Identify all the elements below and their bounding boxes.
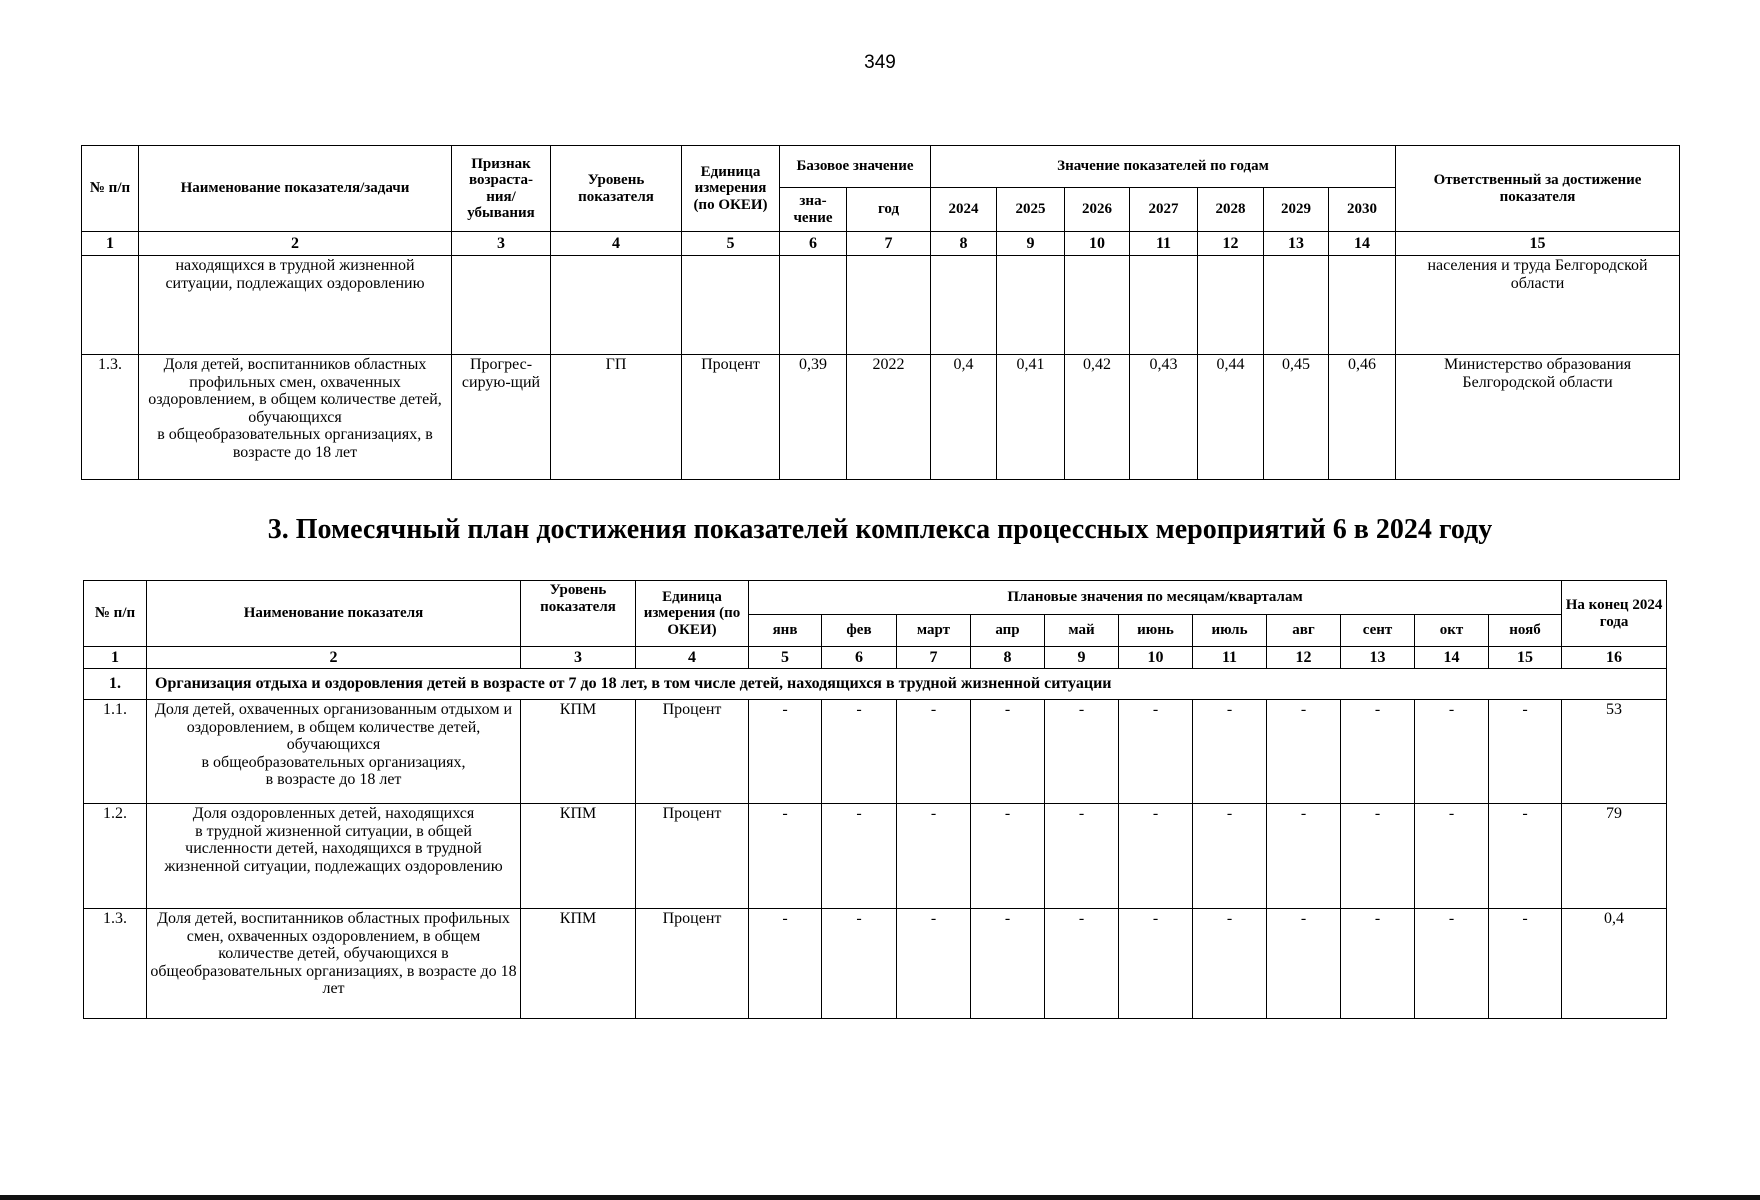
header-years-group: Значение показателей по годам: [931, 146, 1396, 188]
col-number: 8: [971, 647, 1045, 669]
table-row: [82, 355, 1680, 480]
row-year-value: 0,4: [931, 355, 997, 480]
header-no: № п/п: [84, 581, 147, 647]
row-year-value: [1130, 256, 1198, 355]
row-year-value: 0,45: [1264, 355, 1329, 480]
row-level: КПМ: [521, 909, 636, 1019]
header-year: 2027: [1130, 188, 1198, 232]
row-unit: Процент: [636, 804, 749, 909]
row-base-year: 2022: [847, 355, 931, 480]
header-month: июль: [1193, 615, 1267, 647]
row-month-value: -: [1341, 804, 1415, 909]
row-year-value: 0,42: [1065, 355, 1130, 480]
header-end-of-year: На конец 2024 года: [1562, 581, 1667, 647]
col-number: 14: [1329, 232, 1396, 256]
header-name: Наименование показателя: [147, 581, 521, 647]
col-number: 12: [1267, 647, 1341, 669]
header-month: май: [1045, 615, 1119, 647]
row-unit: [682, 256, 780, 355]
header-month: сент: [1341, 615, 1415, 647]
page-number: 349: [864, 52, 896, 73]
col-number: 5: [749, 647, 822, 669]
row-no: 1.3.: [82, 355, 139, 480]
header-months-group: Плановые значения по месяцам/кварталам: [749, 581, 1562, 615]
section-heading: 3. Помесячный план достижения показателей комплекса процессных мероприятий 6 в 2024 году: [267, 514, 1493, 545]
col-number: 7: [847, 232, 931, 256]
col-number: 4: [551, 232, 682, 256]
col-number: 2: [139, 232, 452, 256]
header-year: 2024: [931, 188, 997, 232]
row-end-value: 79: [1562, 804, 1667, 909]
header-base-year: год: [847, 188, 931, 232]
row-level: КПМ: [521, 700, 636, 804]
header-year: 2025: [997, 188, 1065, 232]
header-unit: Единица измерения (по ОКЕИ): [682, 146, 780, 232]
row-month-value: -: [822, 804, 897, 909]
row-name: находящихся в трудной жизненной ситуации, подлежащих оздоровлению: [139, 256, 452, 355]
col-number: 6: [780, 232, 847, 256]
row-name: Доля детей, охваченных организованным отдыхом и оздоровлением, в общем количестве детей, обучающихся в общеобразовательных организациях, в возрасте до 18 лет: [147, 700, 521, 804]
col-number: 9: [1045, 647, 1119, 669]
row-year-value: [1198, 256, 1264, 355]
row-name: Доля оздоровленных детей, находящихся в трудной жизненной ситуации, в общей численности детей, находящихся в трудной жизненной ситуации, подлежащих оздоровлению: [147, 804, 521, 909]
col-number: 15: [1396, 232, 1680, 256]
row-month-value: -: [971, 700, 1045, 804]
row-year-value: [1065, 256, 1130, 355]
col-number: 16: [1562, 647, 1667, 669]
row-month-value: -: [1267, 909, 1341, 1019]
row-base-value: [780, 256, 847, 355]
header-month: фев: [822, 615, 897, 647]
col-number: 14: [1415, 647, 1489, 669]
row-month-value: -: [1193, 804, 1267, 909]
header-month: нояб: [1489, 615, 1562, 647]
table-row: [84, 700, 1667, 804]
col-number: 9: [997, 232, 1065, 256]
row-month-value: -: [1045, 700, 1119, 804]
col-number: 11: [1130, 232, 1198, 256]
header-level: Уровень показателя: [551, 146, 682, 232]
header-base-value: зна-чение: [780, 188, 847, 232]
row-unit: Процент: [682, 355, 780, 480]
row-month-value: -: [897, 804, 971, 909]
monthly-plan-table: [83, 580, 1667, 1019]
row-year-value: 0,46: [1329, 355, 1396, 480]
row-month-value: -: [1119, 909, 1193, 1019]
col-number: 13: [1264, 232, 1329, 256]
row-month-value: -: [897, 700, 971, 804]
row-year-value: 0,41: [997, 355, 1065, 480]
header-year: 2028: [1198, 188, 1264, 232]
col-number: 5: [682, 232, 780, 256]
header-month: янв: [749, 615, 822, 647]
row-unit: Процент: [636, 909, 749, 1019]
row-year-value: [931, 256, 997, 355]
col-number: 7: [897, 647, 971, 669]
row-responsible: населения и труда Белгородской области: [1396, 256, 1680, 355]
row-month-value: -: [1341, 700, 1415, 804]
row-month-value: -: [1267, 700, 1341, 804]
row-base-value: 0,39: [780, 355, 847, 480]
indicators-table: [81, 145, 1680, 480]
row-month-value: -: [1341, 909, 1415, 1019]
row-no: 1.1.: [84, 700, 147, 804]
row-unit: Процент: [636, 700, 749, 804]
header-year: 2026: [1065, 188, 1130, 232]
column-numbers-row: [82, 232, 1680, 256]
col-number: 2: [147, 647, 521, 669]
row-year-value: [997, 256, 1065, 355]
row-trend: [452, 256, 551, 355]
col-number: 4: [636, 647, 749, 669]
col-number: 10: [1065, 232, 1130, 256]
header-month: март: [897, 615, 971, 647]
header-month: июнь: [1119, 615, 1193, 647]
header-month: апр: [971, 615, 1045, 647]
row-year-value: [1329, 256, 1396, 355]
group-row: [84, 669, 1667, 700]
col-number: 10: [1119, 647, 1193, 669]
column-numbers-row: [84, 647, 1667, 669]
col-number: 3: [521, 647, 636, 669]
row-responsible: Министерство образования Белгородской области: [1396, 355, 1680, 480]
row-month-value: -: [749, 909, 822, 1019]
row-name: Доля детей, воспитанников областных профильных смен, охваченных оздоровлением, в общем количестве детей, обучающихся в общеобразовательных организациях, в возрасте до 18 лет: [139, 355, 452, 480]
header-name: Наименование показателя/задачи: [139, 146, 452, 232]
header-month: окт: [1415, 615, 1489, 647]
row-no: 1.3.: [84, 909, 147, 1019]
row-month-value: -: [822, 909, 897, 1019]
row-month-value: -: [822, 700, 897, 804]
col-number: 1: [82, 232, 139, 256]
row-month-value: -: [749, 804, 822, 909]
row-month-value: -: [1489, 909, 1562, 1019]
row-name: Доля детей, воспитанников областных профильных смен, охваченных оздоровлением, в общем количестве детей, обучающихся в общеобразовательных организациях, в возрасте до 18 лет: [147, 909, 521, 1019]
header-level: Уровень показателя: [521, 581, 636, 647]
col-number: 6: [822, 647, 897, 669]
row-no: [82, 256, 139, 355]
row-month-value: -: [1415, 700, 1489, 804]
row-level: [551, 256, 682, 355]
row-trend: Прогрес-сирую-щий: [452, 355, 551, 480]
row-month-value: -: [971, 909, 1045, 1019]
header-year: 2029: [1264, 188, 1329, 232]
header-responsible: Ответственный за достижение показателя: [1396, 146, 1680, 232]
row-end-value: 53: [1562, 700, 1667, 804]
row-month-value: -: [897, 909, 971, 1019]
row-month-value: -: [1489, 700, 1562, 804]
col-number: 11: [1193, 647, 1267, 669]
group-no: 1.: [84, 669, 147, 700]
row-month-value: -: [1415, 804, 1489, 909]
header-month: авг: [1267, 615, 1341, 647]
header-trend: Признак возраста-ния/ убывания: [452, 146, 551, 232]
row-month-value: -: [1489, 804, 1562, 909]
header-no: № п/п: [82, 146, 139, 232]
row-month-value: -: [749, 700, 822, 804]
col-number: 3: [452, 232, 551, 256]
row-month-value: -: [1119, 700, 1193, 804]
row-month-value: -: [1193, 700, 1267, 804]
table-row: [82, 256, 1680, 355]
scan-edge-bar: [0, 1195, 1760, 1200]
row-month-value: -: [1119, 804, 1193, 909]
row-level: КПМ: [521, 804, 636, 909]
row-month-value: -: [1045, 909, 1119, 1019]
col-number: 1: [84, 647, 147, 669]
header-unit: Единица измерения (по ОКЕИ): [636, 581, 749, 647]
row-base-year: [847, 256, 931, 355]
row-end-value: 0,4: [1562, 909, 1667, 1019]
row-year-value: [1264, 256, 1329, 355]
row-month-value: -: [1415, 909, 1489, 1019]
row-no: 1.2.: [84, 804, 147, 909]
row-month-value: -: [971, 804, 1045, 909]
table-row: [84, 909, 1667, 1019]
row-month-value: -: [1267, 804, 1341, 909]
row-level: ГП: [551, 355, 682, 480]
col-number: 8: [931, 232, 997, 256]
row-year-value: 0,44: [1198, 355, 1264, 480]
header-year: 2030: [1329, 188, 1396, 232]
col-number: 15: [1489, 647, 1562, 669]
row-month-value: -: [1193, 909, 1267, 1019]
table-row: [84, 804, 1667, 909]
row-month-value: -: [1045, 804, 1119, 909]
row-year-value: 0,43: [1130, 355, 1198, 480]
header-base: Базовое значение: [780, 146, 931, 188]
col-number: 13: [1341, 647, 1415, 669]
col-number: 12: [1198, 232, 1264, 256]
group-title: Организация отдыха и оздоровления детей в возрасте от 7 до 18 лет, в том числе детей, находящихся в трудной жизненной ситуации: [147, 669, 1667, 700]
